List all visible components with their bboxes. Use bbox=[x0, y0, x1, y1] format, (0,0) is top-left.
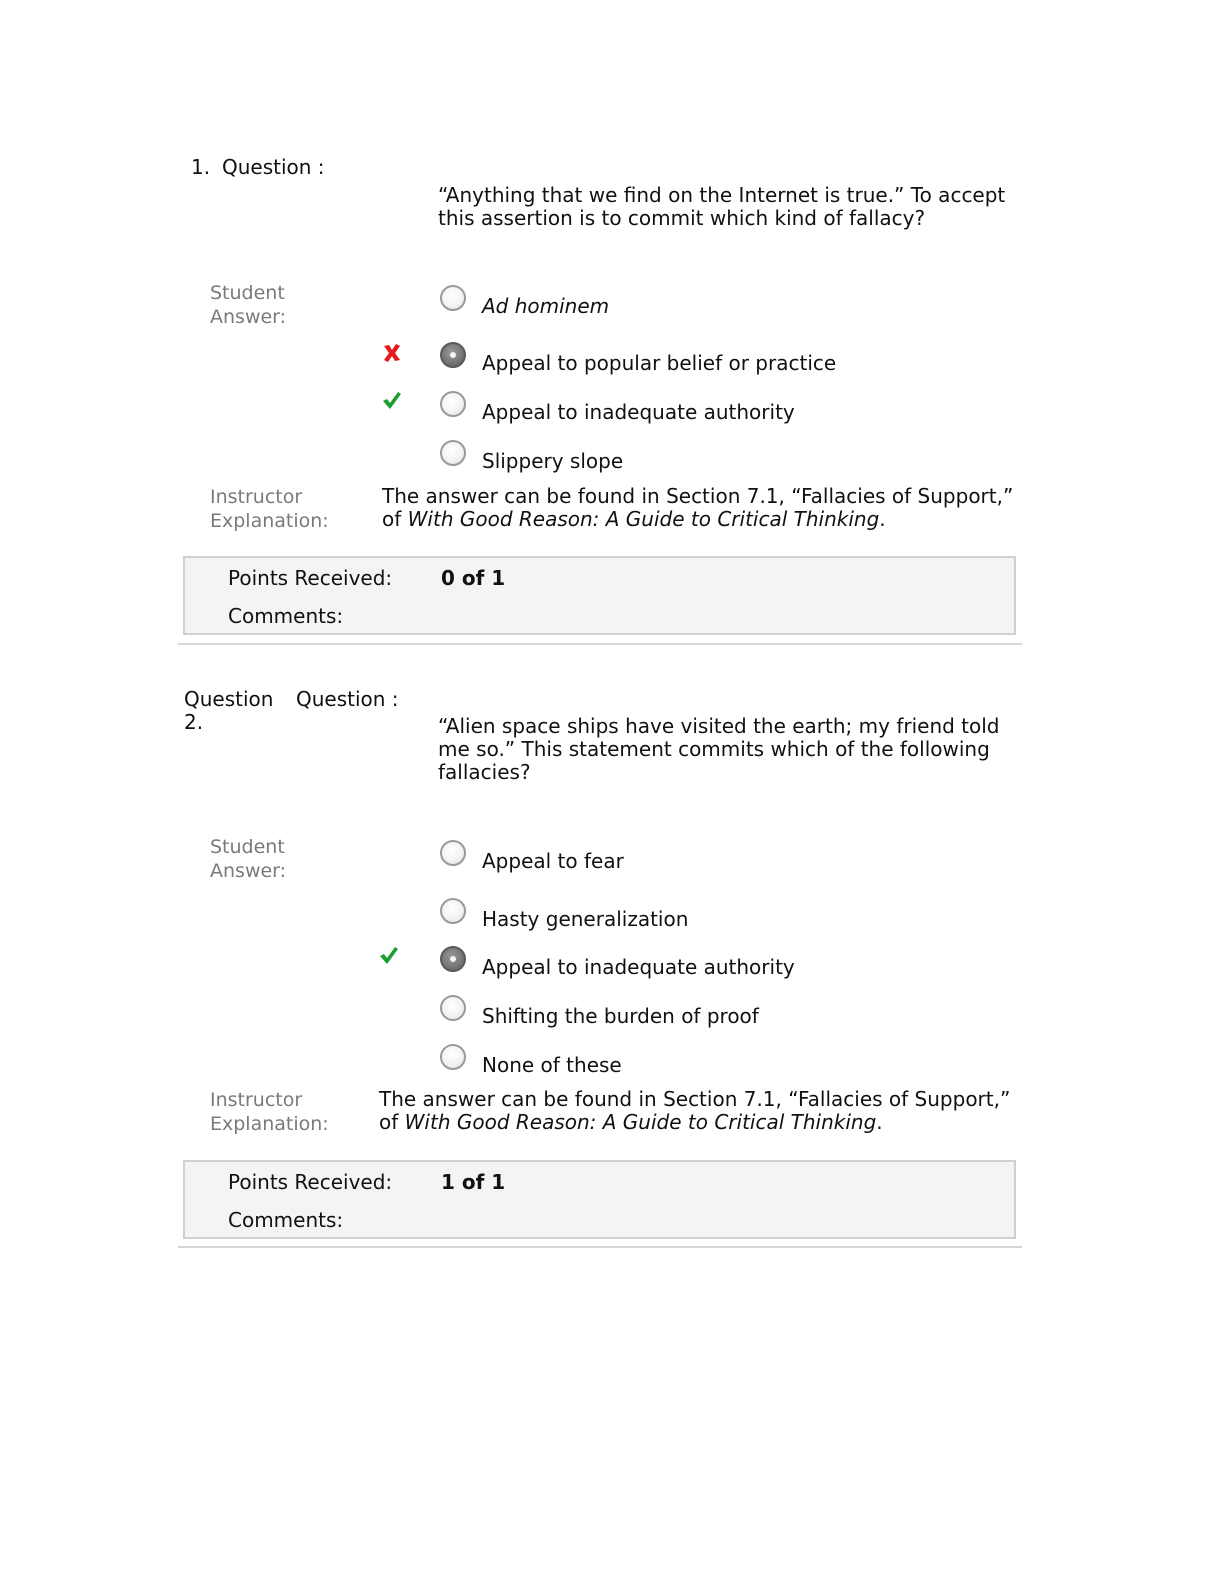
answer-option-label: Slippery slope bbox=[482, 449, 624, 473]
points-received-label: Points Received: bbox=[228, 1170, 393, 1194]
answer-option-label: Appeal to fear bbox=[482, 849, 624, 873]
instructor-explanation-label: Instructor Explanation: bbox=[210, 1089, 329, 1135]
question-number: 1. bbox=[191, 155, 211, 179]
check-icon bbox=[378, 945, 400, 967]
question-prompt: “Anything that we find on the Internet is true.” To accept this assertion is to commit which kind of fallacy? bbox=[438, 183, 1006, 230]
answer-radio[interactable] bbox=[440, 898, 466, 924]
divider bbox=[178, 643, 1022, 645]
answer-option-label: Hasty generalization bbox=[482, 907, 689, 931]
explanation-book-title: With Good Reason: A Guide to Critical Thinking bbox=[407, 507, 880, 531]
comments-label: Comments: bbox=[228, 1208, 344, 1232]
explanation-book-title: With Good Reason: A Guide to Critical Thinking bbox=[404, 1110, 877, 1134]
answer-radio[interactable] bbox=[440, 440, 466, 466]
explanation-suffix: . bbox=[876, 1110, 883, 1134]
answer-radio-selected[interactable] bbox=[440, 946, 466, 972]
check-icon bbox=[381, 390, 403, 412]
answer-option-label: Ad hominem bbox=[482, 294, 610, 318]
answer-radio[interactable] bbox=[440, 995, 466, 1021]
instructor-explanation bbox=[382, 485, 1022, 531]
question-label: Question : bbox=[222, 155, 325, 179]
student-answer-label: Student Answer: bbox=[210, 282, 287, 328]
question-prompt: “Alien space ships have visited the earth; my friend told me so.” This statement commits which of the following fallacies? bbox=[438, 714, 1000, 784]
points-received-label: Points Received: bbox=[228, 566, 393, 590]
instructor-explanation-label: Instructor Explanation: bbox=[210, 486, 329, 532]
question-number: Question 2. bbox=[184, 687, 274, 734]
answer-option-label: Shifting the burden of proof bbox=[482, 1004, 759, 1028]
answer-option-label: None of these bbox=[482, 1053, 622, 1077]
answer-radio[interactable] bbox=[440, 840, 466, 866]
student-answer-label: Student Answer: bbox=[210, 836, 287, 882]
answer-option-label: Appeal to inadequate authority bbox=[482, 400, 795, 424]
answer-option-label: Appeal to popular belief or practice bbox=[482, 351, 837, 375]
answer-option-label: Appeal to inadequate authority bbox=[482, 955, 795, 979]
explanation-text: The answer can be found in Section 7.1, “Fallacies of Support,” of bbox=[379, 1087, 1011, 1134]
points-panel bbox=[183, 556, 1016, 635]
divider bbox=[178, 1246, 1022, 1248]
answer-radio[interactable] bbox=[440, 1044, 466, 1070]
answer-radio[interactable] bbox=[440, 391, 466, 417]
points-panel bbox=[183, 1160, 1016, 1239]
explanation-text: The answer can be found in Section 7.1, “Fallacies of Support,” of bbox=[382, 484, 1014, 531]
explanation-suffix: . bbox=[879, 507, 886, 531]
points-received-value: 1 of 1 bbox=[441, 1170, 506, 1194]
instructor-explanation bbox=[379, 1088, 1019, 1134]
x-icon bbox=[381, 342, 403, 364]
question-label: Question : bbox=[296, 687, 399, 711]
comments-label: Comments: bbox=[228, 604, 344, 628]
answer-radio[interactable] bbox=[440, 285, 466, 311]
points-received-value: 0 of 1 bbox=[441, 566, 506, 590]
answer-radio-selected[interactable] bbox=[440, 342, 466, 368]
